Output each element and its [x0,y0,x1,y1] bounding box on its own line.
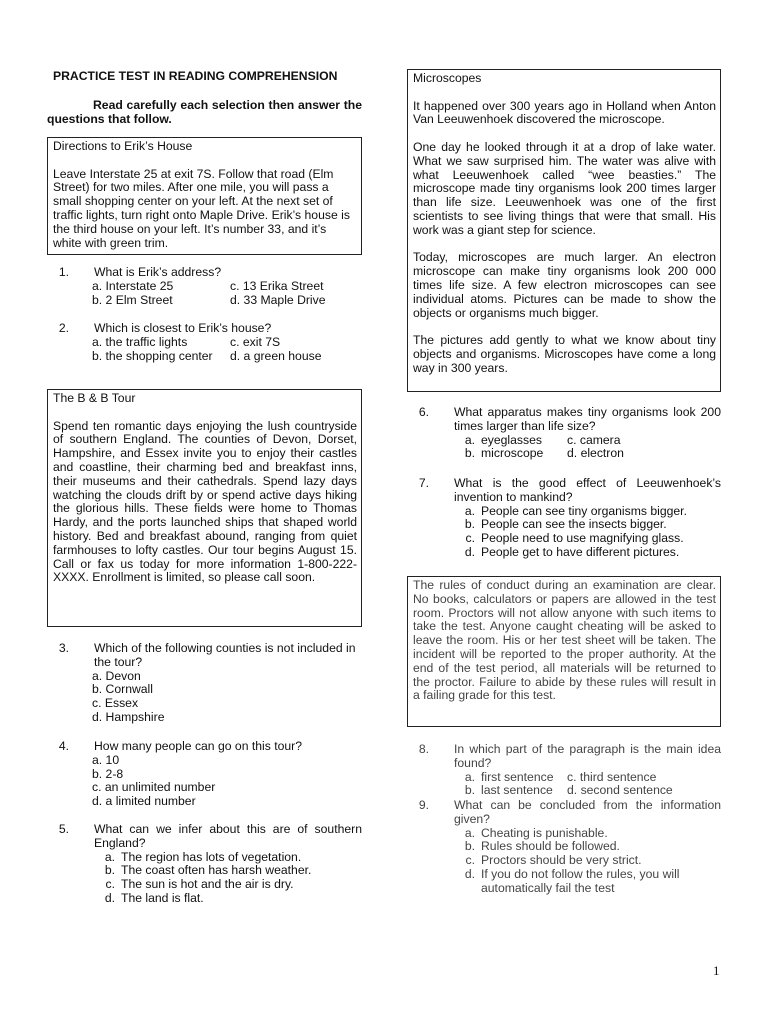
question-3 [47,642,362,725]
question-text: Which is closest to Erik’s house? [94,321,272,335]
question-text: Which of the following counties is not included in the tour? [94,641,356,669]
passage-tour [47,389,362,627]
option-d[interactable]: d. People get to have different pictures. [464,544,680,559]
question-text: What can we infer about this are of southern England? [94,822,362,850]
question-8: 8. In which part of the paragraph is the main idea found? a. first sentence c. third sentence b. last sentence d. second sentence [407,743,721,798]
option-b[interactable]: last sentence [481,783,553,798]
option-b[interactable]: b. 2 Elm Street [92,292,173,307]
question-9 [407,799,721,896]
page-title: PRACTICE TEST IN READING COMPREHENSION [53,69,338,83]
question-7 [407,477,721,560]
option-d[interactable]: d. The land is flat. [104,890,204,905]
question-text: In which part of the paragraph is the main idea found? [454,742,721,770]
question-text: How many people can go on this tour? [94,739,302,753]
instructions: Read carefully each selection then answer the questions that follow. [47,98,362,126]
option-d[interactable]: d. electron [567,446,624,461]
passage-title: Directions to Erik’s House [53,139,193,153]
option-c[interactable]: c. camera [567,432,621,447]
question-2 [47,322,362,363]
passage-body: Leave Interstate 25 at exit 7S. Follow that road (Elm Street) for two miles. After one mile, you will pass a small shopping center on your left. At the next set of traffic lights, turn right onto Maple Drive. Erik’s house is the third house on your left. It’s number 33, and it’s white with green trim. [53,166,350,250]
option-a[interactable]: a. Interstate 25 [92,278,174,293]
passage-body: Spend ten romantic days enjoying the lush countryside of southern England. The counties of Devon, Dorset, Hampshire, and Essex invite you to enjoy their castles and coastline, their charming bed and breakfast inns, their museums and their cathedrals. Spend lazy days watching the clouds drift by or spend active days hiking the glorious hills. These fields were home to Thomas Hardy, and the ports launched ships that shaped world history. Bed and breakfast abound, ranging from quiet farmhouses to lofty castles. Our tour begins August 15. Call or fax us today for more information 1-800-222-XXXX. Enrollment is limited, so please call soon. [53,418,357,585]
question-number: 4. [58,739,69,753]
question-number: 9. [418,798,429,812]
passage-title: Microscopes [413,71,482,85]
option-b[interactable]: b. the shopping center [92,348,213,363]
option-a[interactable]: a. 10 [92,752,120,767]
question-number: 8. [418,742,429,756]
option-b[interactable]: b. People can see the insects bigger. [464,517,667,532]
passage-paragraph: Today, microscopes are much larger. An electron microscope can make tiny organisms look 200 000 times life size. A few electron microscopes can see individual atoms. Pictures can be made to show the objects or organisms much bigger. [413,250,716,320]
option-c[interactable]: c. Essex [92,696,139,711]
question-6: 6. What apparatus makes tiny organisms look 200 times larger than life size? a. eyeglasses c. camera b. microscope d. electron [407,406,721,461]
option-a[interactable]: a. the traffic lights [92,334,188,349]
question-1 [47,266,362,307]
question-number: 7. [418,476,429,490]
passage-paragraph: One day he looked through it at a drop of lake water. What we saw surprised him. The water was alive with what Leeuwenhoek called “wee beasties.” The microscope made tiny organisms look 200 times larger than life size. Leeuwenhoek was one of the first scientists to see living things that were that small. His work was a giant step for science. [413,139,716,237]
passage-microscopes [407,69,721,392]
question-text: What can be concluded from the information given? [454,798,721,826]
option-c[interactable]: c. exit 7S [230,334,281,349]
passage-title: The B & B Tour [53,391,136,405]
option-d[interactable]: d. a limited number [92,794,196,809]
option-a[interactable]: eyeglasses [481,432,542,447]
option-c[interactable]: c. Proctors should be very strict. [465,853,642,868]
option-c[interactable]: c. The sun is hot and the air is dry. [105,877,294,892]
option-d[interactable]: d. 33 Maple Drive [230,292,326,307]
passage-directions [47,137,362,255]
option-d[interactable]: d. Hampshire [92,709,165,724]
passage-paragraph: It happened over 300 years ago in Holland when Anton Van Leeuwenhoek discovered the microscope. [413,98,716,127]
question-4 [47,740,362,809]
question-text: What is Erik’s address? [94,265,222,279]
question-text: What is the good effect of Leeuwenhoek’s invention to mankind? [454,476,721,504]
option-b[interactable]: microscope [481,446,544,461]
page-number: 1 [713,963,720,978]
option-c[interactable]: c. People need to use magnifying glass. [465,531,684,546]
option-b[interactable]: b. Cornwall [92,682,153,697]
option-a[interactable]: a. Devon [92,668,141,683]
option-d[interactable]: d. a green house [230,348,322,363]
question-text: What apparatus makes tiny organisms look 200 times larger than life size? [454,405,721,433]
option-a[interactable]: a. People can see tiny organisms bigger. [464,503,687,518]
question-number: 3. [58,641,69,655]
option-d[interactable]: d. second sentence [567,783,673,798]
option-b[interactable]: b. The coast often has harsh weather. [104,863,312,878]
option-a[interactable]: first sentence [481,769,554,784]
option-b[interactable]: b. 2-8 [92,766,124,781]
option-c[interactable]: c. 13 Erika Street [230,278,324,293]
option-a[interactable]: a. The region has lots of vegetation. [104,849,302,864]
question-number: 2. [58,321,69,335]
passage-paragraph: The pictures add gently to what we know about tiny objects and organisms. Microscopes have come a long way in 300 years. [413,333,716,375]
passage-rules [407,576,721,727]
question-number: 1. [58,265,69,279]
option-d[interactable]: d. If you do not follow the rules, you will automatically fail the test [464,866,680,895]
passage-body: The rules of conduct during an examination are clear. No books, calculators or papers are allowed in the test room. Proctors will not allow anyone with such items to take the test. Anyone caught cheating will be asked to leave the room. His or her test sheet will be taken. The incident will be reported to the proper authority. At the end of the test period, all materials will be returned to the proctor. Failure to abide by these rules will result in a failing grade for this test. [413,578,716,703]
question-number: 5. [58,822,69,836]
question-number: 6. [418,405,429,419]
question-5 [47,823,362,906]
option-b[interactable]: b. Rules should be followed. [464,839,620,854]
option-a[interactable]: a. Cheating is punishable. [464,825,608,840]
option-c[interactable]: c. third sentence [567,769,657,784]
option-c[interactable]: c. an unlimited number [92,780,216,795]
